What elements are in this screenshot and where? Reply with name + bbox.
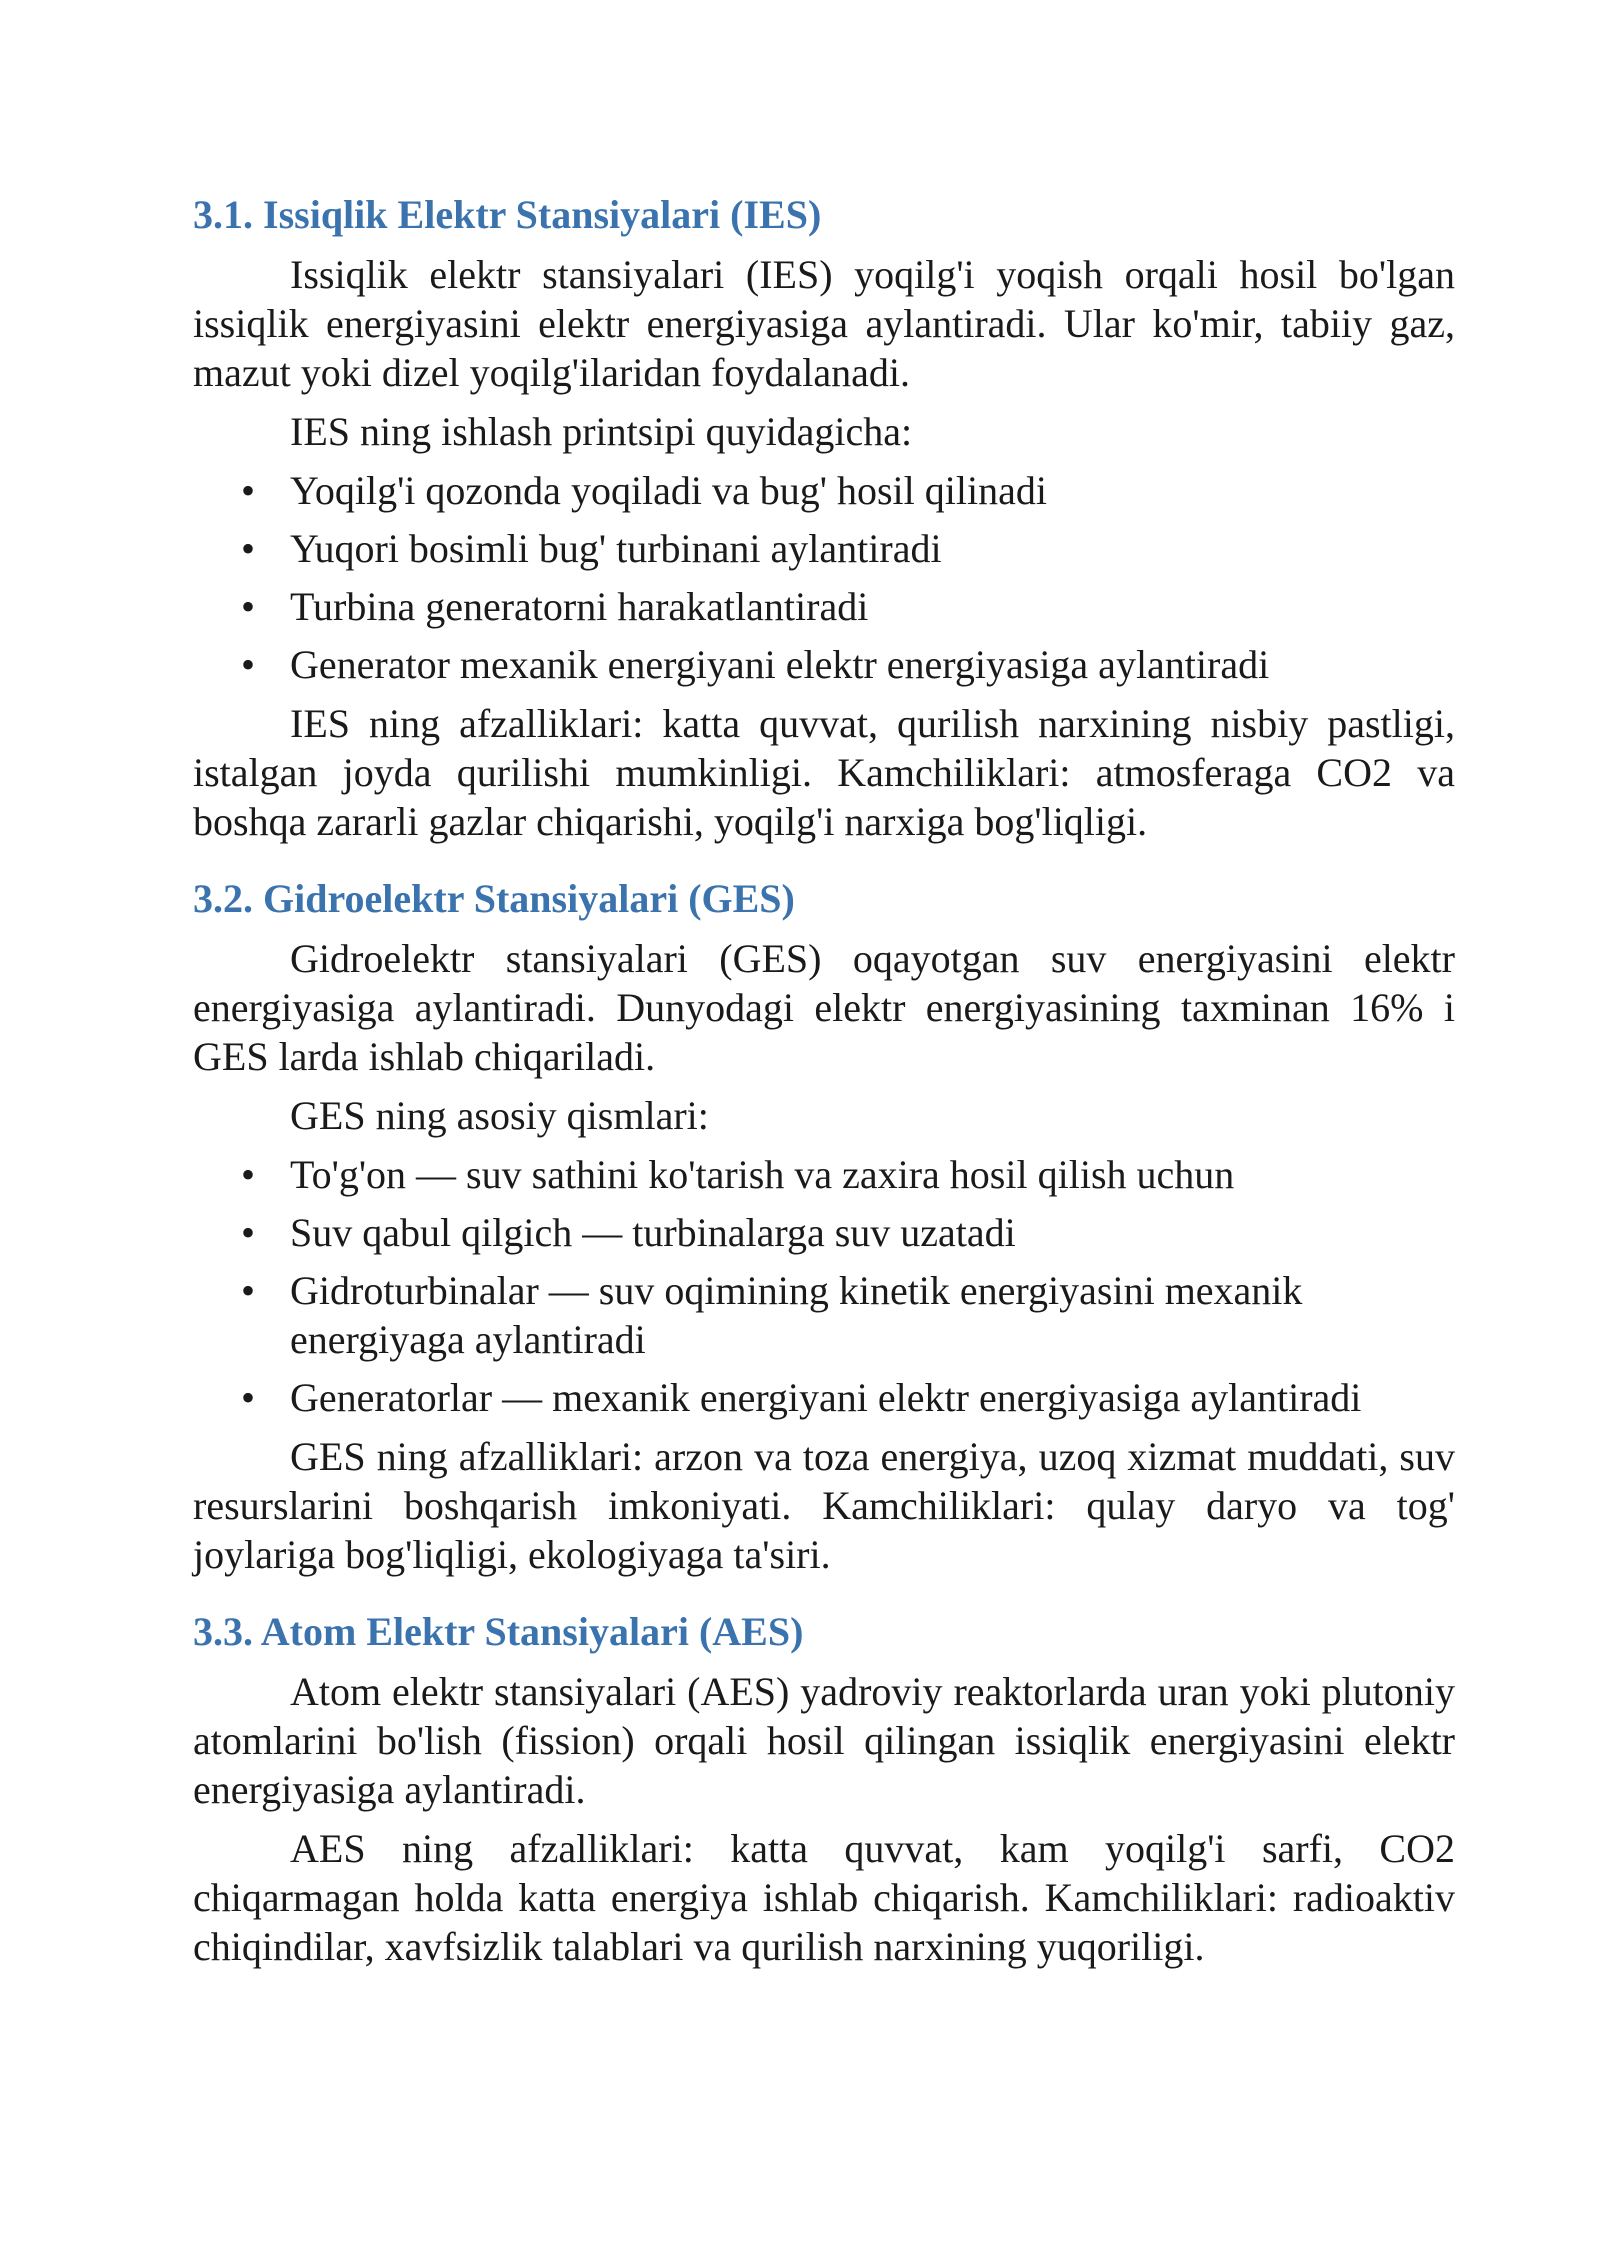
list-item-text: To'g'on — suv sathini ko'tarish va zaxira hosil qilish uchun <box>290 1152 1235 1197</box>
paragraph-aes-intro: Atom elektr stansiyalari (AES) yadroviy reaktorlarda uran yoki plutoniy atomlarini bo'lish (fission) orqali hosil qilingan issiqlik energiyasini elektr energiyasiga aylantiradi. <box>193 1669 1455 1812</box>
bullet-icon: • <box>241 1268 256 1313</box>
list-item-text: Yoqilg'i qozonda yoqiladi va bug' hosil qilinadi <box>290 468 1047 513</box>
list-item <box>193 640 1455 689</box>
list-item <box>193 1208 1455 1257</box>
paragraph-aes-pros-cons: AES ning afzalliklari: katta quvvat, kam yoqilg'i sarfi, CO2 chiqarmagan holda katta energiya ishlab chiqarish. Kamchiliklari: radioaktiv chiqindilar, xavfsizlik talablari va qurilish narxining yuqoriligi. <box>193 1826 1455 1969</box>
paragraph-ges-list-intro: GES ning asosiy qismlari: <box>290 1093 709 1138</box>
list-item <box>193 466 1455 515</box>
bullet-icon: • <box>241 1375 256 1420</box>
list-item-text: Gidroturbinalar — suv oqimining kinetik energiyasini mexanik energiyaga aylantiradi <box>290 1268 1303 1362</box>
section-aes <box>193 1607 1455 1971</box>
bullet-icon: • <box>241 468 256 513</box>
list-item-text: Turbina generatorni harakatlantiradi <box>290 584 869 629</box>
bullet-list-ges <box>193 1150 1455 1422</box>
list-item-text: Generatorlar — mexanik energiyani elektr energiyasiga aylantiradi <box>290 1375 1362 1420</box>
list-item <box>193 1373 1455 1422</box>
paragraph-ges-pros-cons: GES ning afzalliklari: arzon va toza energiya, uzoq xizmat muddati, suv resurslarini boshqarish imkoniyati. Kamchiliklari: qulay daryo va tog' joylariga bog'liqligi, ekologiyaga ta'siri. <box>193 1434 1455 1577</box>
bullet-icon: • <box>241 1210 256 1255</box>
section-ies <box>193 190 1455 846</box>
bullet-icon: • <box>241 1152 256 1197</box>
list-item-text: Yuqori bosimli bug' turbinani aylantiradi <box>290 526 942 571</box>
paragraph-ies-intro: Issiqlik elektr stansiyalari (IES) yoqilg'i yoqish orqali hosil bo'lgan issiqlik energiyasini elektr energiyasiga aylantiradi. Ular ko'mir, tabiiy gaz, mazut yoki dizel yoqilg'ilaridan foydalanadi. <box>193 252 1455 395</box>
list-item <box>193 582 1455 631</box>
bullet-list-ies <box>193 466 1455 689</box>
paragraph-ies-list-intro: IES ning ishlash printsipi quyidagicha: <box>290 409 913 454</box>
paragraph-ges-intro: Gidroelektr stansiyalari (GES) oqayotgan suv energiyasini elektr energiyasiga aylantiradi. Dunyodagi elektr energiyasining taxminan 16% i GES larda ishlab chiqariladi. <box>193 936 1455 1079</box>
section-heading-ges: 3.2. Gidroelektr Stansiyalari (GES) <box>193 876 795 921</box>
list-item <box>193 524 1455 573</box>
paragraph-ies-pros-cons: IES ning afzalliklari: katta quvvat, qurilish narxining nisbiy pastligi, istalgan joyda qurilishi mumkinligi. Kamchiliklari: atmosferaga CO2 va boshqa zararli gazlar chiqarishi, yoqilg'i narxiga bog'liqligi. <box>193 701 1455 844</box>
document-page <box>193 190 1455 1999</box>
section-heading-aes: 3.3. Atom Elektr Stansiyalari (AES) <box>193 1609 804 1654</box>
list-item <box>193 1150 1455 1199</box>
list-item-text: Suv qabul qilgich — turbinalarga suv uzatadi <box>290 1210 1016 1255</box>
section-ges <box>193 874 1455 1579</box>
bullet-icon: • <box>241 642 256 687</box>
bullet-icon: • <box>241 526 256 571</box>
list-item <box>193 1266 1455 1364</box>
list-item-text: Generator mexanik energiyani elektr energiyasiga aylantiradi <box>290 642 1270 687</box>
bullet-icon: • <box>241 584 256 629</box>
section-heading-ies: 3.1. Issiqlik Elektr Stansiyalari (IES) <box>193 192 822 237</box>
